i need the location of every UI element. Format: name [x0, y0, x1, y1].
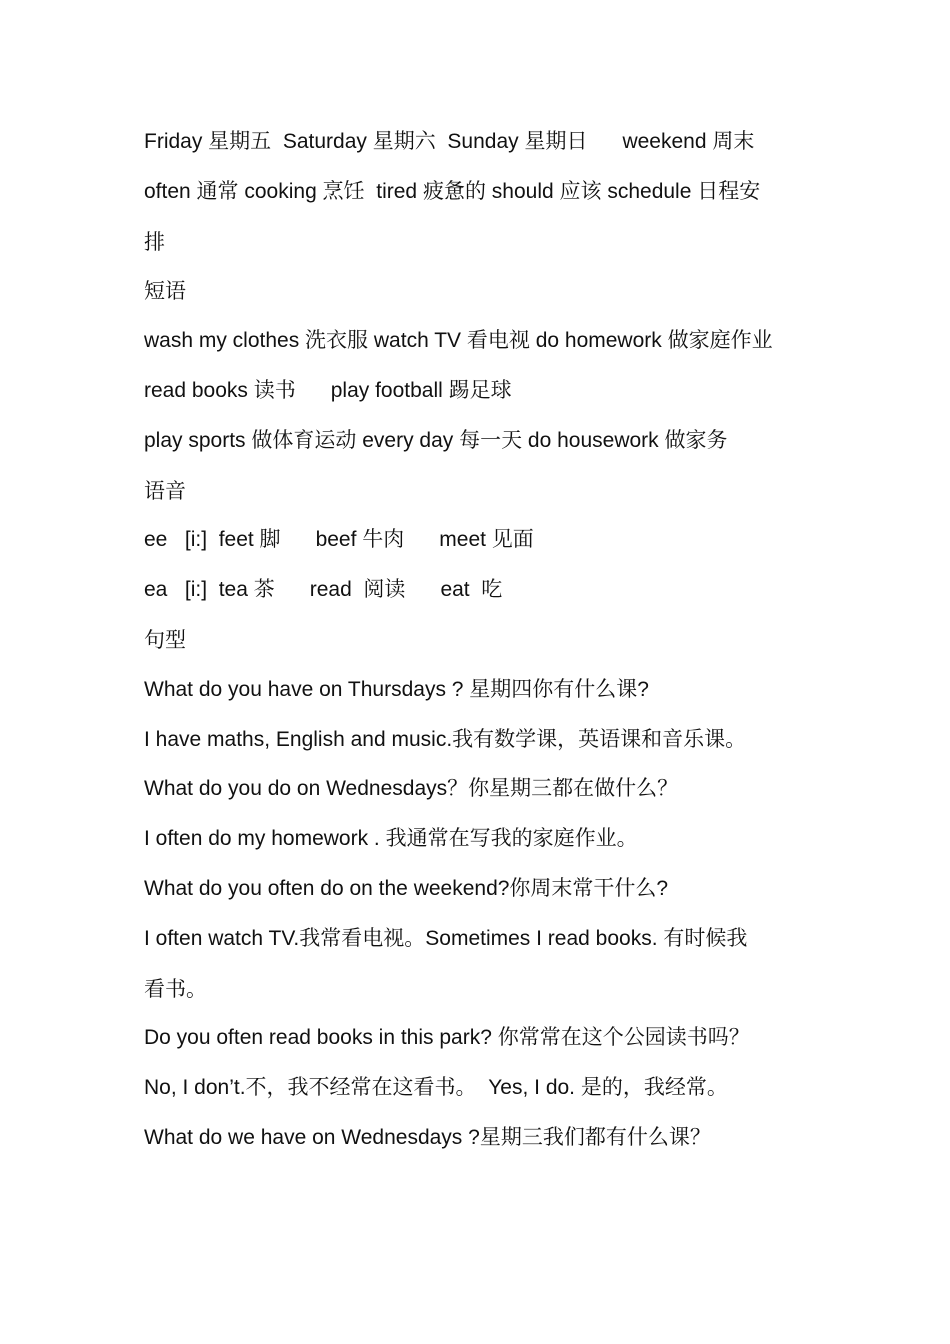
sentence-line: I have maths, English and music.我有数学课，英语课和音乐课。 [144, 727, 747, 751]
phonics-line-ee: ee [i:] feet 脚 beef 牛肉 meet 见面 [144, 528, 534, 552]
sentence-line: I often watch TV.我常看电视。Sometimes I read books. 有时候我 [144, 926, 748, 950]
sentence-line-continued: 看书。 [144, 976, 207, 1001]
sentence-line: No, I don’t.不，我不经常在这看书。 Yes, I do. 是的，我经常。 [144, 1076, 728, 1100]
section-heading-phrases: 短语 [144, 279, 186, 304]
document-page [144, 124, 824, 1170]
phrase-line: play sports 做体育运动 every day 每一天 do housework 做家务 [144, 428, 728, 452]
phrase-line: read books 读书 play football 踢足球 [144, 378, 512, 402]
sentence-line: Do you often read books in this park? 你常常在这个公园读书吗？ [144, 1026, 750, 1050]
sentence-line: What do you do on Wednesdays？你星期三都在做什么？ [144, 777, 679, 801]
phonics-line-ea: ea [i:] tea 茶 read 阅读 eat 吃 [144, 578, 503, 602]
vocab-words-line: often 通常 cooking 烹饪 tired 疲惫的 should 应该 schedule 日程安 [144, 179, 761, 203]
section-heading-sentences: 句型 [144, 627, 186, 652]
sentence-line: What do you often do on the weekend?你周末常干什么? [144, 876, 669, 900]
phrase-line: wash my clothes 洗衣服 watch TV 看电视 do homework 做家庭作业 [144, 329, 773, 353]
sentence-line: What do we have on Wednesdays ?星期三我们都有什么课？ [144, 1125, 711, 1149]
vocab-words-line-continued: 排 [144, 229, 165, 254]
sentence-line: I often do my homework . 我通常在写我的家庭作业。 [144, 827, 638, 851]
section-heading-phonics: 语音 [144, 478, 186, 503]
sentence-line: What do you have on Thursdays ? 星期四你有什么课? [144, 677, 649, 701]
vocab-days-line: Friday 星期五 Saturday 星期六 Sunday 星期日 weekend 周末 [144, 130, 755, 153]
